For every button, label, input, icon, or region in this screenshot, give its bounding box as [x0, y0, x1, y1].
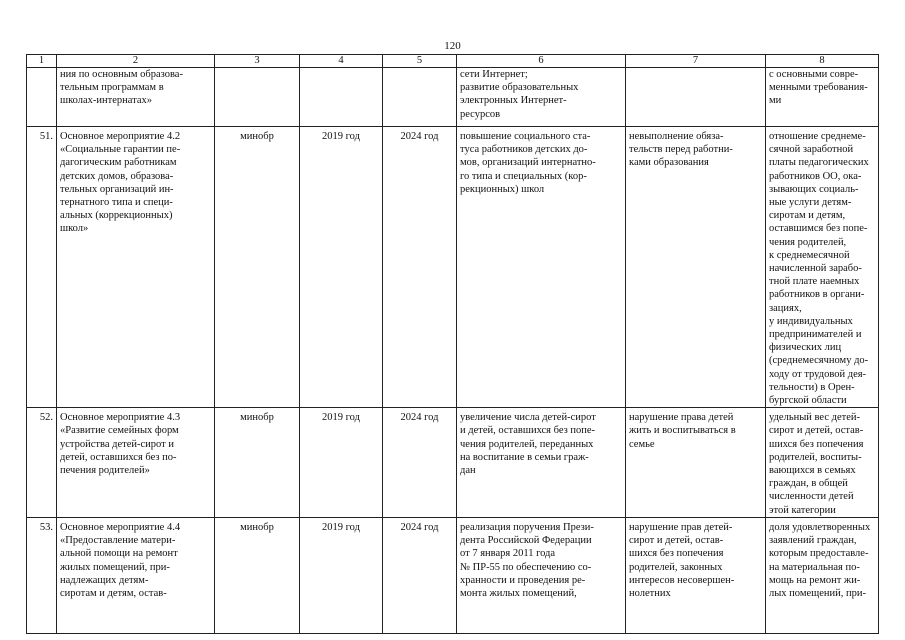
continuation-row	[27, 68, 879, 127]
cell-num	[27, 68, 57, 127]
program-table	[26, 54, 879, 634]
cell-name: Основное мероприятие 4.2 «Социальные гарантии пе- дагогическим работникам детских домов, образова- тельных организаций ин- тернатного типа и специ- альных (коррекционных) школ»	[57, 127, 215, 408]
cell-indicator: удельный вес детей- сирот и детей, остав- шихся без попечения родителей, воспиты- вающихся в семьях граждан, в общей численности детей этой категории	[766, 408, 879, 518]
cell-executor: минобр	[215, 517, 300, 633]
cell-result: увеличение числа детей-сирот и детей, оставшихся без попе- чения родителей, переданных на воспитание в семьи граж- дан	[457, 408, 626, 518]
cell-name: Основное мероприятие 4.4 «Предоставление матери- альной помощи на ремонт жилых помещений, при- надлежащих детям- сиротам и детям, остав-	[57, 517, 215, 633]
col-header: 6	[457, 55, 626, 68]
col-header: 2	[57, 55, 215, 68]
table-row	[27, 408, 879, 518]
col-header: 7	[626, 55, 766, 68]
cell-consequence	[626, 68, 766, 127]
table-row	[27, 517, 879, 633]
table-row	[27, 127, 879, 408]
header-row	[27, 55, 879, 68]
cell-executor: минобр	[215, 127, 300, 408]
col-header: 5	[383, 55, 457, 68]
cell-consequence: нарушение прав детей- сирот и детей, остав- шихся без попечения родителей, законных интересов несовершен- нолетних	[626, 517, 766, 633]
cell-num: 53.	[27, 517, 57, 633]
cell-result: сети Интернет; развитие образовательных электронных Интернет- ресурсов	[457, 68, 626, 127]
cell-num: 51.	[27, 127, 57, 408]
cell-end: 2024 год	[383, 127, 457, 408]
cell-end: 2024 год	[383, 408, 457, 518]
cell-end: 2024 год	[383, 517, 457, 633]
col-header: 3	[215, 55, 300, 68]
cell-num: 52.	[27, 408, 57, 518]
cell-start: 2019 год	[300, 517, 383, 633]
page-number: 120	[444, 40, 461, 52]
cell-start: 2019 год	[300, 127, 383, 408]
cell-consequence: нарушение права детей жить и воспитываться в семье	[626, 408, 766, 518]
col-header: 8	[766, 55, 879, 68]
cell-executor: минобр	[215, 408, 300, 518]
col-header: 4	[300, 55, 383, 68]
col-header: 1	[27, 55, 57, 68]
cell-consequence: невыполнение обяза- тельств перед работни- ками образования	[626, 127, 766, 408]
cell-start	[300, 68, 383, 127]
cell-indicator: отношение среднеме- сячной заработной платы педагогических работников ОО, ока- зывающих социаль- ные услуги детям- сиротам и детям, оставшимся без попе- чения родителей, к среднемесячной начисленной зарабо- тной плате наемных работников в органи- зациях, у индивидуальных предпринимателей и физических лиц (среднемесячному до- ходу от трудовой дея- тельности) в Орен- бургской области	[766, 127, 879, 408]
cell-result: повышение социального ста- туса работников детских до- мов, организаций интернатно- го типа и специальных (кор- рекционных) школ	[457, 127, 626, 408]
cell-start: 2019 год	[300, 408, 383, 518]
cell-name: Основное мероприятие 4.3 «Развитие семейных форм устройства детей-сирот и детей, оставшихся без по- печения родителей»	[57, 408, 215, 518]
cell-indicator: с основными совре- менными требования- ми	[766, 68, 879, 127]
cell-executor	[215, 68, 300, 127]
cell-indicator: доля удовлетворенных заявлений граждан, которым предоставле- на материальная по- мощь на ремонт жи- лых помещений, при-	[766, 517, 879, 633]
cell-name: ния по основным образова- тельным программам в школах-интернатах»	[57, 68, 215, 127]
cell-end	[383, 68, 457, 127]
cell-result: реализация поручения Прези- дента Российской Федерации от 7 января 2011 года № ПР-55 по обеспечению со- хранности и проведения ре- монта жилых помещений,	[457, 517, 626, 633]
